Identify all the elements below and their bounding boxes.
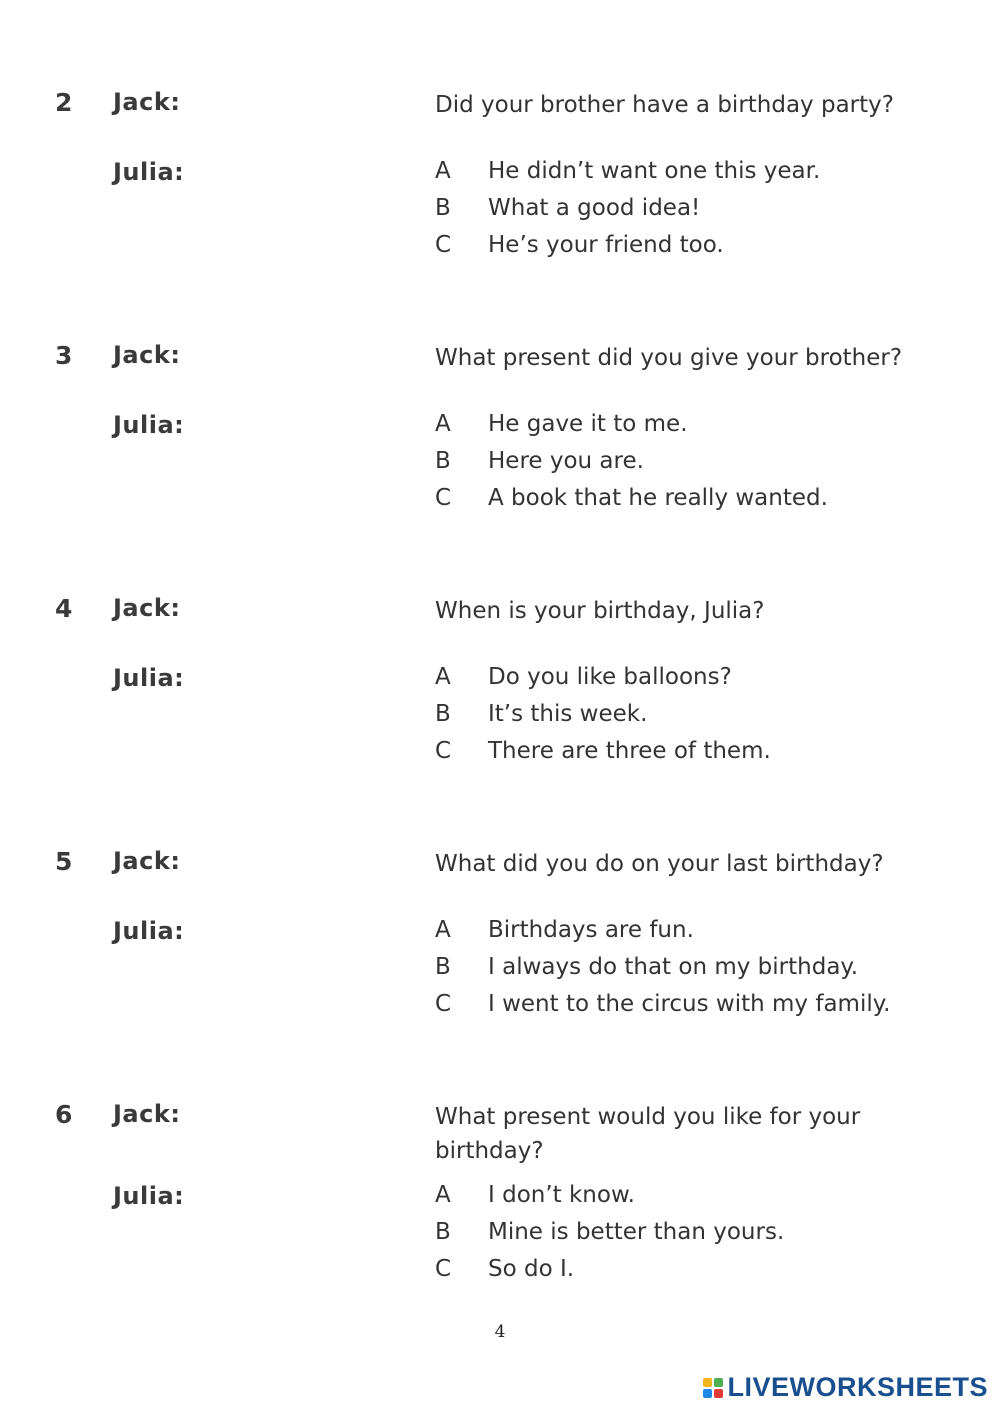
option-letter: A — [435, 158, 451, 184]
speaker-jack: Jack: — [113, 88, 181, 116]
option-text: I went to the circus with my family. — [488, 991, 891, 1017]
question-prompt: When is your birthday, Julia? — [435, 598, 765, 624]
answer-option[interactable] — [435, 411, 688, 437]
speaker-jack: Jack: — [113, 341, 181, 369]
question-number: 4 — [55, 594, 73, 623]
question-prompt: What present would you like for your birthday? — [435, 1104, 861, 1164]
question-number: 5 — [55, 847, 73, 876]
answer-option[interactable] — [435, 1256, 574, 1282]
option-letter: C — [435, 485, 452, 511]
option-letter: A — [435, 917, 451, 943]
question-prompt: What present did you give your brother? — [435, 345, 903, 371]
option-text: Mine is better than yours. — [488, 1219, 785, 1245]
option-letter: C — [435, 738, 452, 764]
option-letter: B — [435, 448, 451, 474]
option-letter: B — [435, 954, 451, 980]
option-text: Do you like balloons? — [488, 664, 732, 690]
speaker-julia: Julia: — [113, 411, 185, 439]
option-letter: B — [435, 1219, 451, 1245]
option-letter: C — [435, 991, 452, 1017]
option-text: It’s this week. — [488, 701, 648, 727]
page-number: 4 — [494, 1322, 506, 1342]
option-text: Here you are. — [488, 448, 644, 474]
option-letter: C — [435, 232, 452, 258]
option-text: So do I. — [488, 1256, 575, 1282]
option-text: A book that he really wanted. — [488, 485, 828, 511]
answer-option[interactable] — [435, 738, 771, 764]
answer-option[interactable] — [435, 485, 828, 511]
logo-text: LIVEWORKSHEETS — [727, 1372, 988, 1402]
answer-option[interactable] — [435, 991, 890, 1017]
option-letter: C — [435, 1256, 452, 1282]
answer-option[interactable] — [435, 701, 647, 727]
speaker-julia: Julia: — [113, 664, 185, 692]
option-text: I always do that on my birthday. — [488, 954, 859, 980]
answer-option[interactable] — [435, 1182, 635, 1208]
answer-option[interactable] — [435, 917, 694, 943]
answer-option[interactable] — [435, 158, 820, 184]
question-prompt: What did you do on your last birthday? — [435, 851, 884, 877]
option-text: Birthdays are fun. — [488, 917, 694, 943]
option-letter: A — [435, 1182, 451, 1208]
answer-option[interactable] — [435, 232, 724, 258]
answer-option[interactable] — [435, 1219, 784, 1245]
option-letter: B — [435, 195, 451, 221]
option-letter: A — [435, 664, 451, 690]
option-letter: A — [435, 411, 451, 437]
answer-option[interactable] — [435, 448, 644, 474]
option-text: What a good idea! — [488, 195, 701, 221]
speaker-julia: Julia: — [113, 158, 185, 186]
option-text: There are three of them. — [488, 738, 771, 764]
option-text: He gave it to me. — [488, 411, 688, 437]
answer-option[interactable] — [435, 195, 700, 221]
question-number: 2 — [55, 88, 73, 117]
option-text: He’s your friend too. — [488, 232, 724, 258]
answer-option[interactable] — [435, 664, 732, 690]
speaker-jack: Jack: — [113, 847, 181, 875]
speaker-jack: Jack: — [113, 1100, 181, 1128]
speaker-julia: Julia: — [113, 917, 185, 945]
option-text: He didn’t want one this year. — [488, 158, 821, 184]
option-text: I don’t know. — [488, 1182, 635, 1208]
question-number: 3 — [55, 341, 73, 370]
liveworksheets-logo[interactable] — [703, 1372, 988, 1403]
answer-option[interactable] — [435, 954, 858, 980]
logo-mark-icon — [703, 1378, 723, 1398]
question-prompt: Did your brother have a birthday party? — [435, 92, 894, 118]
speaker-julia: Julia: — [113, 1182, 185, 1210]
question-number: 6 — [55, 1100, 73, 1129]
option-letter: B — [435, 701, 451, 727]
speaker-jack: Jack: — [113, 594, 181, 622]
